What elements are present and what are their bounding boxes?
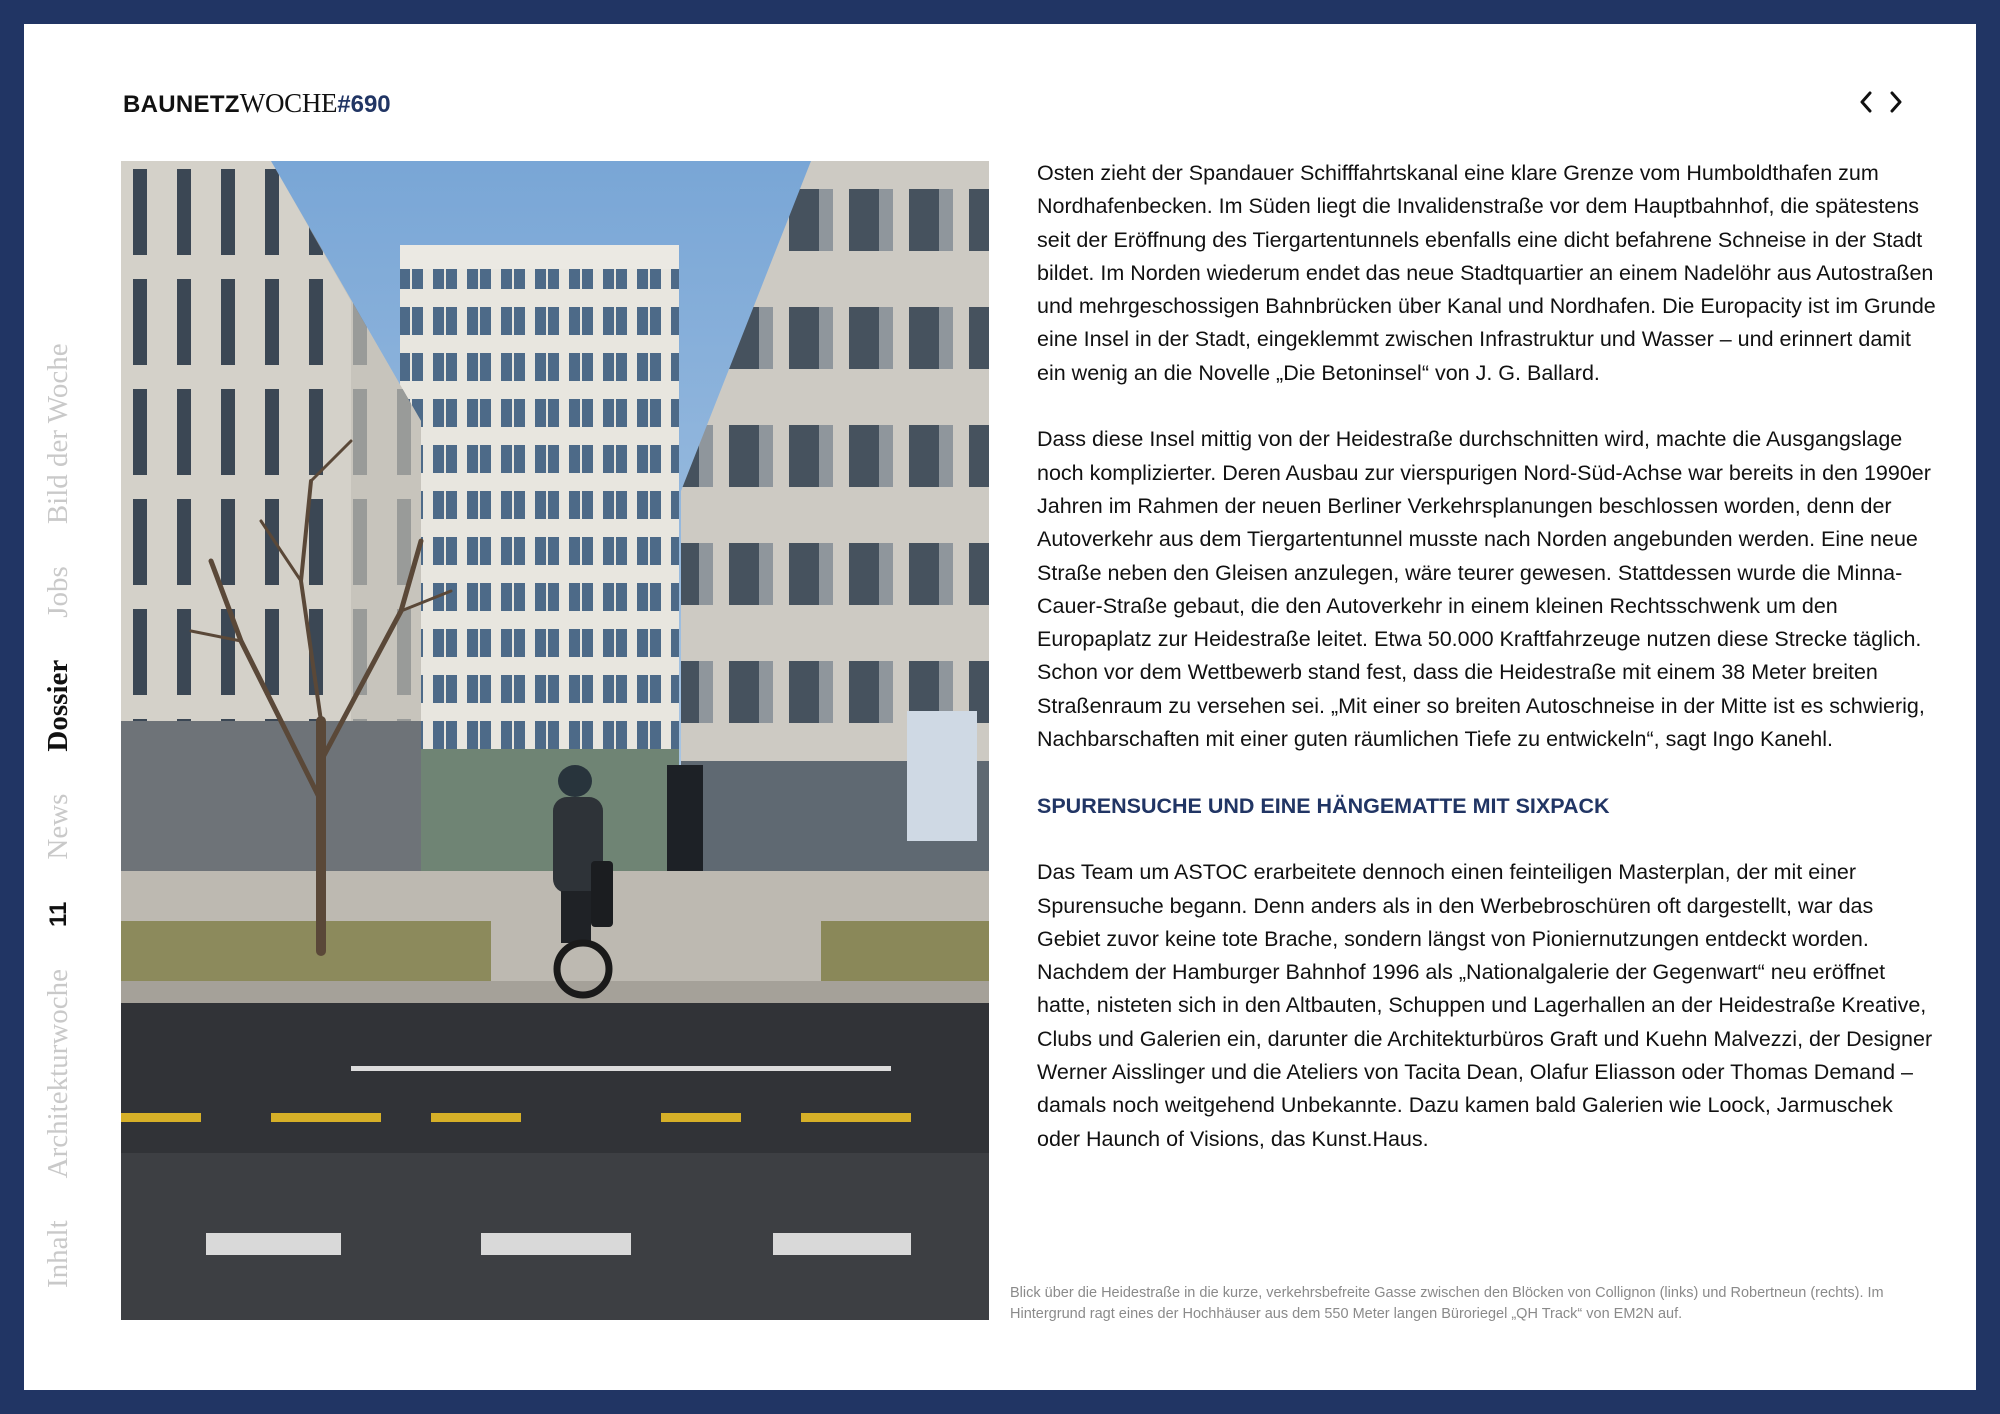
article-paragraph-2: Dass diese Insel mittig von der Heidestraße durchschnitten wird, machte die Ausgangslage noch komplizierter. Deren Ausbau zur vierspurigen Nord-Süd-Achse war bereits in den 1990er Jahren im Rahmen der neuen Berliner Verkehrsplanungen beschlossen worden, denn der Autoverkehr aus dem Tiergartentunnel musste nach Norden angebunden werden. Eine neue Straße neben den Gleisen anzulegen, wäre teurer gewesen. Stattdessen wurde die Minna-Cauer-Straße gebaut, die den Autoverkehr in einem kleinen Rechtsschwenk um den Europaplatz zur Heidestraße leitet. Etwa 50.000 Kraftfahrzeuge nutzen diese Strecke täglich. Schon vor dem Wettbewerb stand fest, dass die Heidestraße mit einem 38 Meter breiten Straßenraum zu versehen sei. „Mit einer so breiten Autoschneise in der Mitte ist es schwierig, Nachbarschaften mit einer guten räumlichen Tiefe zu entwickeln“, sagt Ingo Kanehl. bbox=[1037, 427, 1931, 752]
article-subheading: SPURENSUCHE UND EINE HÄNGEMATTE MIT SIXPACK bbox=[1037, 793, 1610, 818]
chevron-right-icon bbox=[1888, 91, 1904, 113]
prev-page-button[interactable] bbox=[1854, 86, 1878, 118]
article-photo bbox=[121, 161, 989, 1320]
photo-caption: Blick über die Heidestraße in die kurze, verkehrsbefreite Gasse zwischen den Blöcken von Collignon (links) und Robertneun (rechts). Im Hintergrund ragt eines der Hochhäuser aus dem 550 Meter langen Büroriegel „QH Track“ von EM2N auf. bbox=[1010, 1285, 1884, 1322]
side-navigation bbox=[42, 343, 75, 1288]
street-photo-illustration bbox=[121, 161, 989, 1320]
page-navigation bbox=[1854, 86, 1908, 118]
next-page-button[interactable] bbox=[1884, 86, 1908, 118]
article-paragraph-3: Das Team um ASTOC erarbeitete dennoch einen feinteiligen Masterplan, der mit einer Spurensuche begann. Denn anders als in den Werbebroschüren oft dargestellt, war das Gebiet zuvor keine tote Brache, sondern längst von Pioniernutzungen entdeckt worden. Nachdem der Hamburger Bahnhof 1996 als „Nationalgalerie der Gegenwart“ neu eröffnet hatte, nisteten sich in den Altbauten, Schuppen und Lagerhallen an der Heidestraße Kreative, Clubs und Galerien ein, darunter die Architekturbüros Graft und Kuehn Malvezzi, der Designer Werner Aisslinger und die Ateliers von Tacita Dean, Olafur Eliasson oder Thomas Demand – damals noch weitgehend Unbekannte. Dazu kamen bald Galerien wie Loock, Jarmuschek oder Haunch of Visions, das Kunst.Haus. bbox=[1037, 860, 1933, 1151]
nav-dossier[interactable]: Dossier bbox=[42, 659, 74, 752]
issue-number: #690 bbox=[337, 91, 391, 118]
nav-architekturwoche[interactable]: Architekturwoche bbox=[42, 968, 74, 1179]
nav-jobs[interactable]: Jobs bbox=[42, 566, 74, 618]
brand-logo[interactable] bbox=[123, 90, 391, 117]
nav-inhalt[interactable]: Inhalt bbox=[42, 1220, 74, 1288]
brand-light: WOCHE bbox=[239, 88, 338, 118]
nav-bild-der-woche[interactable]: Bild der Woche bbox=[42, 343, 74, 525]
article-body bbox=[1037, 157, 1937, 1189]
article-paragraph-1: Osten zieht der Spandauer Schifffahrtskanal eine klare Grenze vom Humboldthafen zum Nordhafenbecken. Im Süden liegt die Invalidenstraße vor dem Hauptbahnhof, die spätestens seit der Eröffnung des Tiergartentunnels ebenfalls eine dicht befahrene Schneise in der Stadt bildet. Im Norden wiederum endet das neue Stadtquartier an einem Nadelöhr aus Autostraßen und mehrgeschossigen Bahnbrücken über Kanal und Nordhafen. Die Europacity ist im Grunde eine Insel in der Stadt, eingeklemmt zwischen Infrastruktur und Wasser – und erinnert damit ein wenig an die Novelle „Die Betoninsel“ von J. G. Ballard. bbox=[1037, 161, 1936, 385]
page bbox=[24, 24, 1976, 1390]
brand-bold: BAUNETZ bbox=[123, 91, 240, 118]
chevron-left-icon bbox=[1858, 91, 1874, 113]
nav-news[interactable]: News bbox=[42, 793, 74, 860]
nav-page-number: 11 bbox=[44, 901, 72, 927]
